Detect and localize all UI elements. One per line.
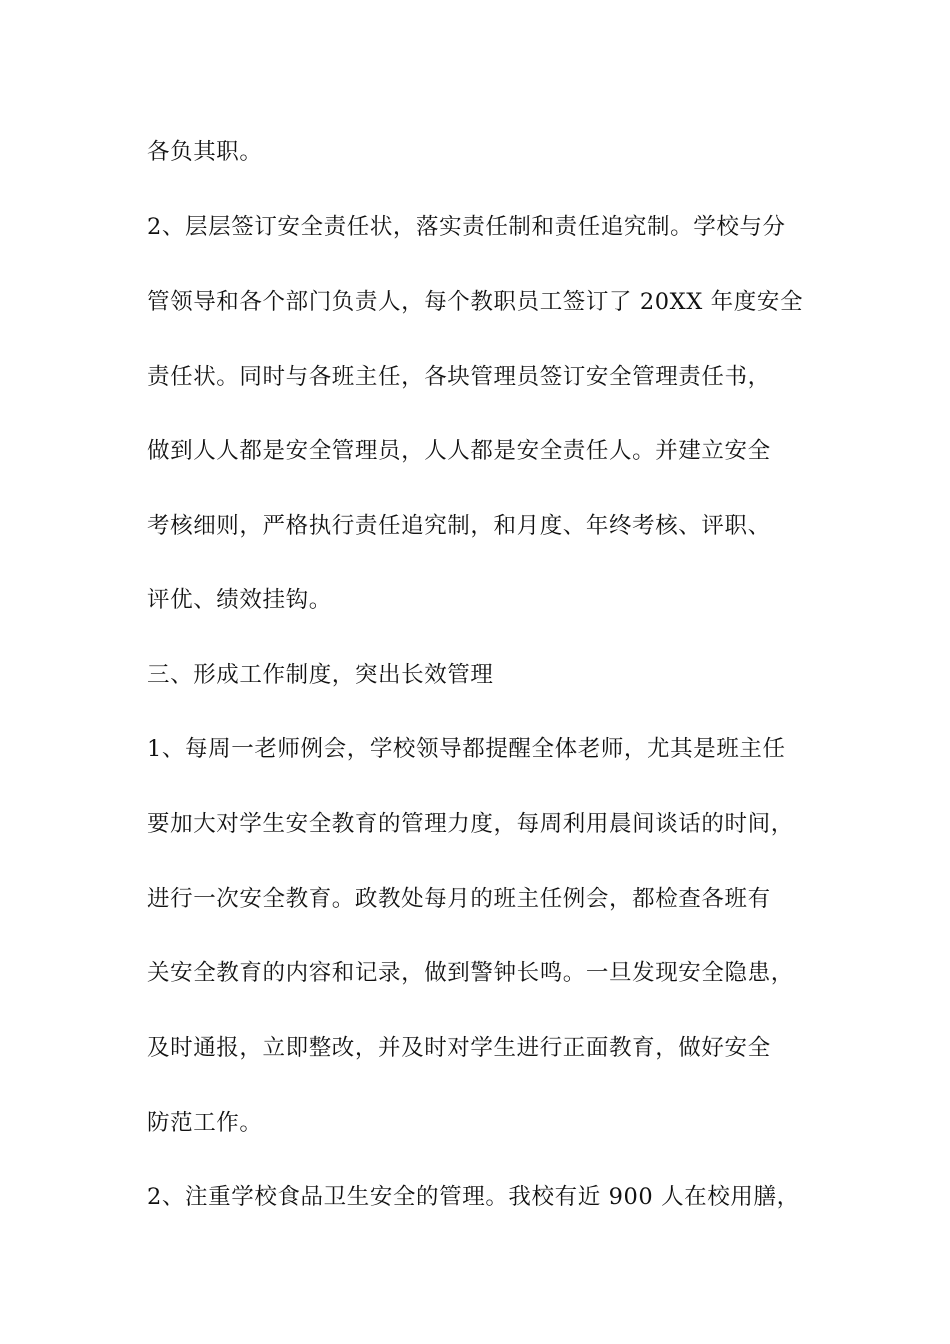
section-heading: 三、形成工作制度，突出长效管理 xyxy=(147,662,494,688)
text-line: 防范工作。 xyxy=(147,1110,263,1136)
text-line: 关安全教育的内容和记录，做到警钟长鸣。一旦发现安全隐患， xyxy=(147,960,794,986)
text-line: 考核细则，严格执行责任追究制，和月度、年终考核、评职、 xyxy=(147,513,771,539)
text-line: 进行一次安全教育。政教处每月的班主任例会，都检查各班有 xyxy=(147,886,771,912)
text-line: 评优、绩效挂钩。 xyxy=(147,587,332,613)
text-line: 责任状。同时与各班主任，各块管理员签订安全管理责任书， xyxy=(147,364,771,390)
text-line: 2、注重学校食品卫生安全的管理。我校有近 900 人在校用膳， xyxy=(147,1184,800,1210)
text-line: 2、层层签订安全责任状，落实责任制和责任追究制。学校与分 xyxy=(147,214,786,240)
text-line: 各负其职。 xyxy=(147,139,263,165)
text-line: 1、每周一老师例会，学校领导都提醒全体老师，尤其是班主任 xyxy=(147,736,786,762)
text-line: 及时通报，立即整改，并及时对学生进行正面教育，做好安全 xyxy=(147,1035,771,1061)
text-line: 要加大对学生安全教育的管理力度，每周利用晨间谈话的时间， xyxy=(147,811,794,837)
text-line: 做到人人都是安全管理员，人人都是安全责任人。并建立安全 xyxy=(147,438,771,464)
text-line: 管领导和各个部门负责人，每个教职员工签订了 20XX 年度安全 xyxy=(147,289,804,315)
